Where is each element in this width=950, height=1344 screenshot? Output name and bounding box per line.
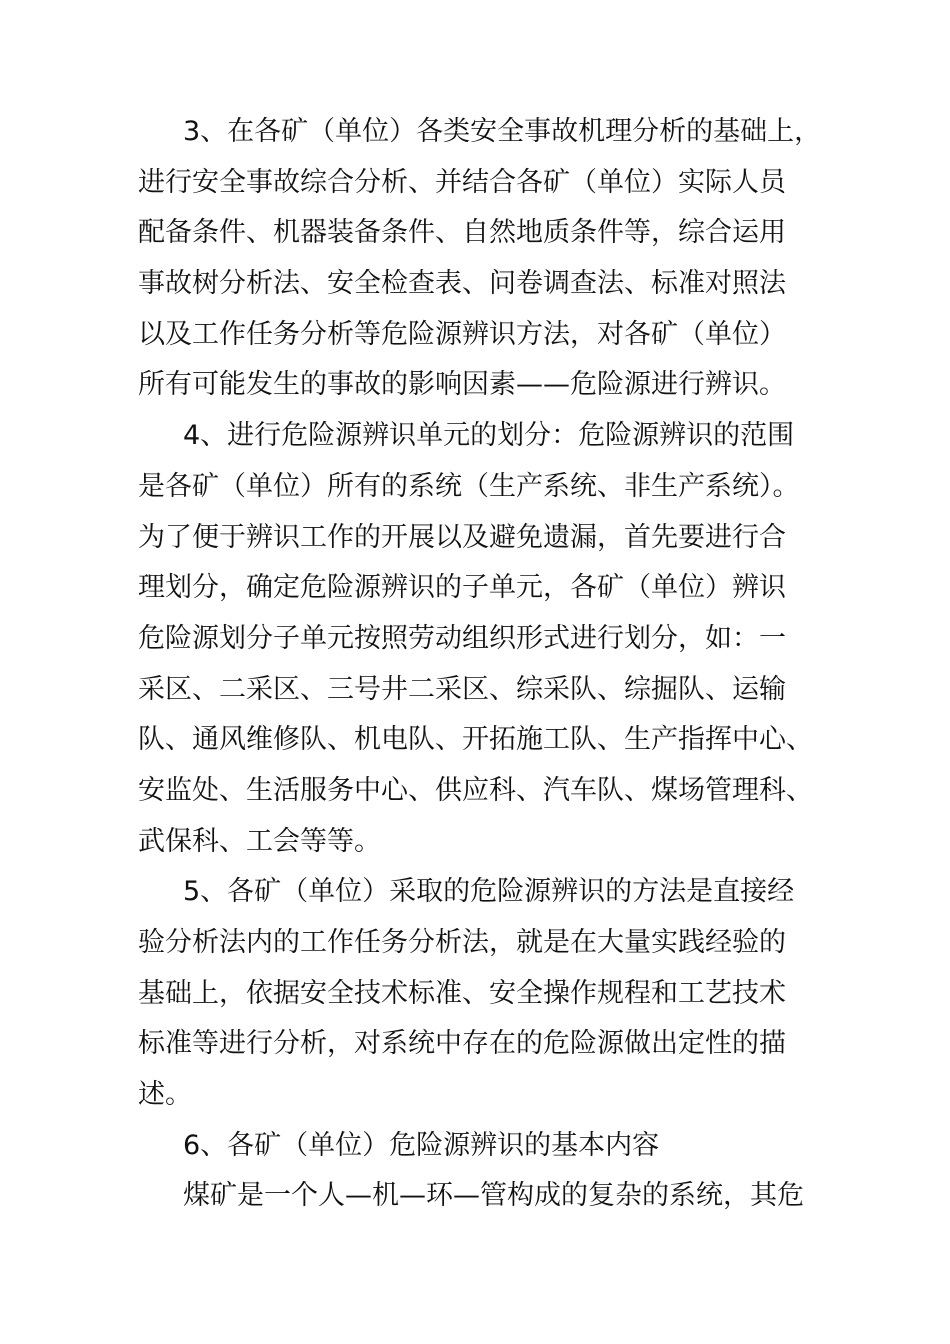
paragraph-5-line-3: 基础上，依据安全技术标准、安全操作规程和工艺技术 — [138, 977, 786, 1009]
paragraph-5-line-4: 标准等进行分析，对系统中存在的危险源做出定性的描 — [138, 1028, 786, 1060]
paragraph-5-line-2: 验分析法内的工作任务分析法，就是在大量实践经验的 — [138, 927, 786, 958]
paragraph-3-line-3: 配备条件、机器装备条件、自然地质条件等，综合运用 — [138, 217, 786, 249]
paragraph-6-line-1: 煤矿是一个人—机—环—管构成的复杂的系统，其危 — [183, 1180, 804, 1212]
paragraph-4-line-7: 队、通风维修队、机电队、开拓施工队、生产指挥中心、 — [138, 724, 813, 756]
paragraph-4-line-2: 是各矿（单位）所有的系统（生产系统、非生产系统）。 — [138, 470, 800, 502]
paragraph-5-line-5: 述。 — [138, 1079, 192, 1111]
paragraph-3-line-2: 进行安全事故综合分析、并结合各矿（单位）实际人员 — [138, 166, 786, 198]
paragraph-4-line-1: 4、进行危险源辨识单元的划分：危险源辨识的范围 — [183, 420, 795, 452]
body-text — [138, 107, 822, 1222]
paragraph-3-line-6: 所有可能发生的事故的影响因素——危险源进行辨识。 — [138, 369, 786, 401]
paragraph-4-line-5: 危险源划分子单元按照劳动组织形式进行划分，如：一 — [138, 622, 786, 654]
paragraph-3-line-5: 以及工作任务分析等危险源辨识方法，对各矿（单位） — [138, 318, 786, 350]
paragraph-5-line-1: 5、各矿（单位）采取的危险源辨识的方法是直接经 — [183, 876, 795, 908]
paragraph-4-line-6: 采区、二采区、三号井二采区、综采队、综掘队、运输 — [138, 673, 786, 705]
paragraph-4-line-8: 安监处、生活服务中心、供应科、汽车队、煤场管理科、 — [138, 774, 813, 806]
paragraph-4-line-9: 武保科、工会等等。 — [138, 825, 381, 857]
paragraph-4-line-4: 理划分，确定危险源辨识的子单元，各矿（单位）辨识 — [138, 572, 786, 604]
paragraph-3-line-1: 3、在各矿（单位）各类安全事故机理分析的基础上， — [183, 116, 822, 147]
paragraph-3-line-4: 事故树分析法、安全检查表、问卷调查法、标准对照法 — [138, 268, 786, 300]
paragraph-4-line-3: 为了便于辨识工作的开展以及避免遗漏，首先要进行合 — [138, 521, 786, 553]
section-6-heading: 6、各矿（单位）危险源辨识的基本内容 — [183, 1129, 660, 1161]
